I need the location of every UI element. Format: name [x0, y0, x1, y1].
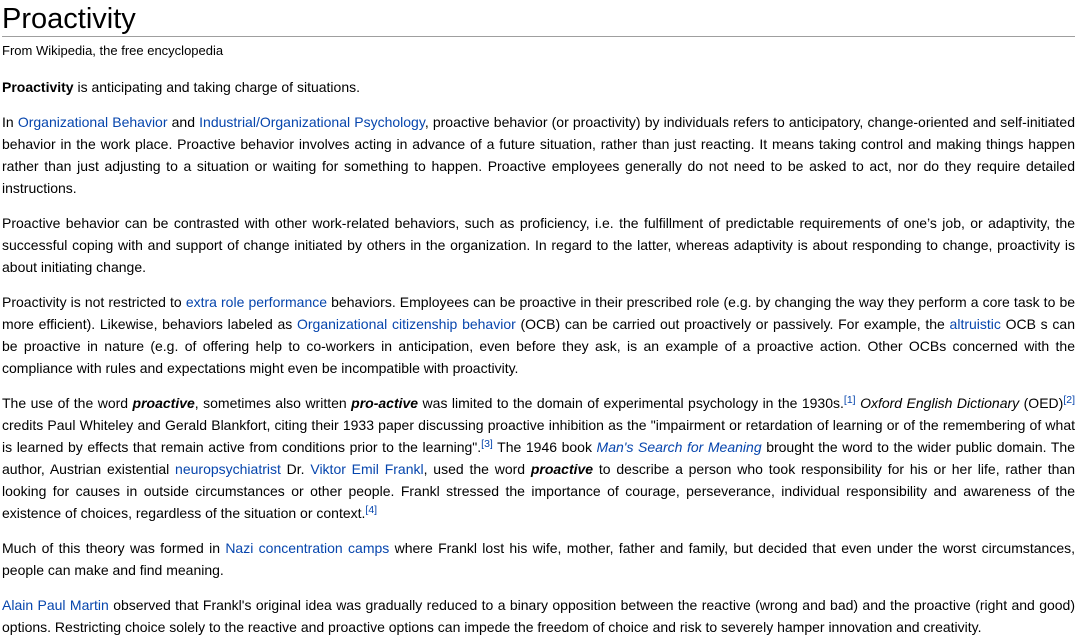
reference-link-2[interactable]: [2] [1063, 394, 1075, 407]
text-segment: , proactive behavior (or proactivity) by individuals refers to anticipatory, change-oriented and self-initiated behavior in the work place. Proactive behavior involves acting in advance of a future situation, rather than just reacting. It means taking control and making things happen rather than just adjusting to a situation or waiting for something to happen. Proactive employees generally do not need to be asked to act, nor do they require detailed instructions. [2, 114, 1075, 197]
text-segment: In [2, 114, 18, 131]
text-segment: where Frankl lost his wife, mother, father and family, but decided that even under the worst circumstances, people can make and find meaning. [2, 540, 1075, 579]
text-segment: credits Paul Whiteley and Gerald Blankfort, citing their 1933 paper discussing proactive inhibition as the "impairment or retardation of learning or of the remembering of what is learned by effects that remain active from conditions prior to the learning". [2, 417, 1075, 456]
text-segment: to describe a person who took responsibility for his or her life, rather than looking for causes in outside circumstances or other people. Frankl stressed the importance of courage, perseverance, individual responsibility and awareness of the existence of choices, regardless of the situation or context. [2, 461, 1075, 522]
reference-link-1[interactable]: [1] [843, 394, 856, 407]
text-segment: observed that Frankl's original idea was gradually reduced to a binary opposition between the reactive (wrong and bad) and the proactive (right and good) options. Restricting choice solely to the reactive and proactive options can impede the freedom of choice and risk to severely hamper innovation and creativity. [2, 597, 1076, 636]
wiki-link-industrial-organizational-psychology[interactable]: Industrial/Organizational Psychology [199, 114, 425, 131]
text-segment: , used the word [423, 461, 531, 478]
wiki-link-man-s-search-for-meaning[interactable]: Man's Search for Meaning [596, 439, 762, 456]
wiki-link-organizational-behavior[interactable]: Organizational Behavior [17, 114, 168, 131]
paragraph [2, 537, 1075, 581]
wiki-link-extra-role-performance[interactable]: extra role performance [185, 294, 328, 311]
wiki-link-alain-paul-martin[interactable]: Alain Paul Martin [2, 597, 109, 614]
paragraph [2, 594, 1075, 638]
text-segment: pro-active [351, 395, 419, 412]
text-segment: Proactive behavior can be contrasted with other work-related behaviors, such as proficiency, i.e. the fulfillment of predictable requirements of one’s job, or adaptivity, the successful coping with and support of change initiated by others in the organization. In regard to the latter, whereas adaptivity is about responding to change, proactivity is about initiating change. [2, 215, 1075, 276]
text-segment: (OED) [1019, 395, 1064, 412]
wiki-link-viktor-emil-frankl[interactable]: Viktor Emil Frankl [310, 461, 424, 478]
text-segment: proactive [132, 395, 195, 412]
text-segment: brought the word to the wider public domain. The author, Austrian existential [2, 439, 1075, 478]
text-segment: Dr. [280, 461, 311, 478]
text-segment: Proactivity [2, 79, 74, 96]
wiki-link-altruistic[interactable]: altruistic [949, 316, 1001, 333]
reference-link-3[interactable]: [3] [481, 438, 493, 451]
paragraph [2, 111, 1075, 199]
paragraph [2, 212, 1075, 278]
article-body [2, 76, 1075, 638]
text-segment: The 1946 book [492, 439, 597, 456]
text-segment: and [167, 114, 200, 131]
paragraph [2, 291, 1075, 379]
text-segment: Oxford English Dictionary [860, 395, 1020, 412]
text-segment: , sometimes also written [194, 395, 352, 412]
reference-link-4[interactable]: [4] [365, 504, 378, 517]
paragraph [2, 76, 1075, 98]
text-segment: behaviors. Employees can be proactive in their prescribed role (e.g. by changing the way they perform a core task to be more efficient). Likewise, behaviors labeled as [2, 294, 1076, 333]
text-segment: was limited to the domain of experimental psychology in the 1930s. [418, 395, 844, 412]
wiki-link-nazi-concentration-camps[interactable]: Nazi concentration camps [225, 540, 390, 557]
text-segment: Much of this theory was formed in [2, 540, 226, 557]
text-segment: The use of the word [2, 395, 133, 412]
wiki-link-neuropsychiatrist[interactable]: neuropsychiatrist [175, 461, 281, 478]
site-tagline: From Wikipedia, the free encyclopedia [2, 43, 224, 59]
page-title: Proactivity [2, 4, 1075, 37]
text-segment: proactive [530, 461, 594, 478]
wiki-link-organizational-citizenship-behavior[interactable]: Organizational citizenship behavior [296, 316, 516, 333]
text-segment: is anticipating and taking charge of situations. [73, 79, 360, 96]
text-segment: Proactivity is not restricted to [2, 294, 186, 311]
paragraph [2, 392, 1075, 524]
text-segment: OCB s can be proactive in nature (e.g. of offering help to co-workers in anticipation, even before they ask, is an example of a proactive action. Other OCBs concerned with the compliance with rules and expectations might even be incompatible with proactivity. [2, 316, 1075, 377]
text-segment: (OCB) can be carried out proactively or passively. For example, the [515, 316, 950, 333]
